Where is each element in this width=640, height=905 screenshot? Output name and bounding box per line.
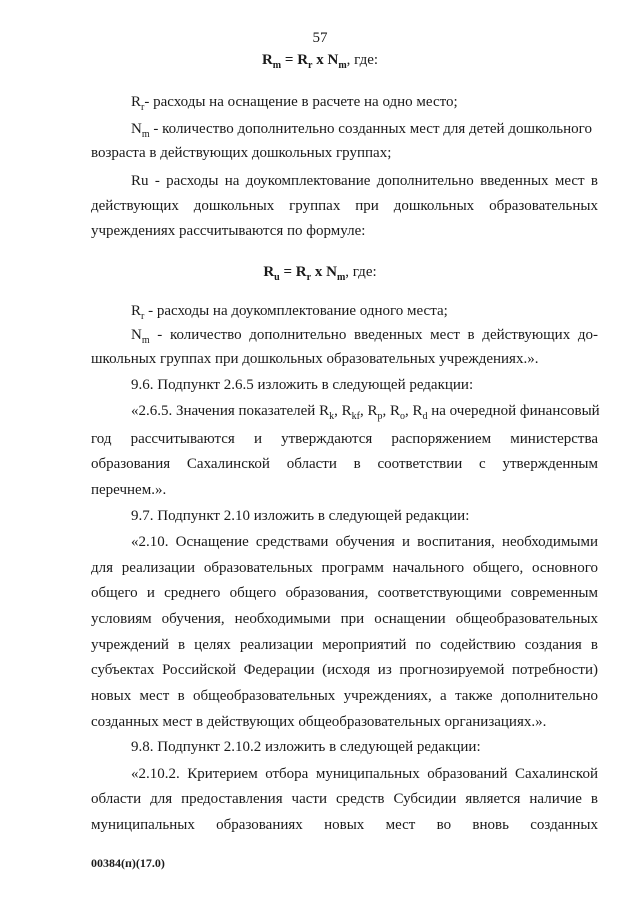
document-code: 00384(п)(17.0)	[91, 856, 165, 870]
text-line: 9.8. Подпункт 2.10.2 изложить в следующей редакции:	[131, 739, 481, 755]
formula-rm: $R_m = R_r$ x $N_m$, где:	[261, 52, 379, 71]
text-line: учреждениях рассчитываются по формуле:	[91, 223, 366, 239]
text-line: действующих дошкольных группах при дошкольных образовательных	[91, 198, 598, 214]
text-line: для реализации образовательных программ начального общего, основного	[91, 560, 598, 576]
text-line: $N_m$ - количество дополнительно созданных мест для детей дошкольного	[131, 121, 592, 140]
text-line: $R_r-$ расходы на оснащение в расчете на одно место;	[131, 94, 458, 113]
text-line: новых мест в общеобразовательных учреждениях, а также дополнительно	[91, 688, 598, 704]
text-line: «2.6.5. Значения показателей $R_k$, $R_{kf}$, $R_p$, $R_o$, $R_d$ на очередной финансовый	[131, 403, 600, 422]
text-line: «2.10.2. Критерием отбора муниципальных образований Сахалинской	[131, 766, 598, 782]
text-line: Ru - расходы на доукомплектование дополнительно введенных мест в	[131, 173, 598, 189]
text-line: «2.10. Оснащение средствами обучения и воспитания, необходимыми	[131, 534, 598, 550]
formula-ru: $R_u = R_r$ x $N_m$, где:	[263, 264, 377, 283]
text-line: 9.6. Подпункт 2.6.5 изложить в следующей редакции:	[131, 377, 474, 393]
text-line: год рассчитываются и утверждаются распоряжением министерства	[91, 431, 598, 447]
text-line: образования Сахалинской области в соответствии с утвержденным	[91, 456, 598, 472]
text-line: общего и среднего общего образования, соответствующими современным	[91, 585, 598, 601]
text-line: возраста в действующих дошкольных группах;	[91, 145, 392, 161]
text-line: учреждений в целях реализации мероприятий по содействию создания в	[91, 637, 598, 653]
text-line: созданных мест в действующих общеобразовательных организациях.».	[91, 714, 547, 730]
text-line: $N_m$ - количество дополнительно введенных мест в действующих до-	[131, 327, 598, 346]
text-line: перечнем.».	[91, 482, 167, 498]
text-line: школьных группах при дошкольных образовательных учреждениях.».	[91, 351, 539, 367]
text-line: $R_r$ - расходы на доукомплектование одного места;	[131, 303, 448, 322]
page-number: 57	[312, 30, 328, 46]
text-line: субъектах Российской Федерации (исходя из прогнозируемой потребности)	[91, 662, 598, 678]
text-line: условиям обучения, необходимыми при оснащении общеобразовательных	[91, 611, 598, 627]
text-line: 9.7. Подпункт 2.10 изложить в следующей редакции:	[131, 508, 470, 524]
text-line: муниципальных образованиях новых мест во вновь созданных	[91, 817, 598, 833]
text-line: области для предоставления части средств Субсидии является наличие в	[91, 791, 598, 807]
